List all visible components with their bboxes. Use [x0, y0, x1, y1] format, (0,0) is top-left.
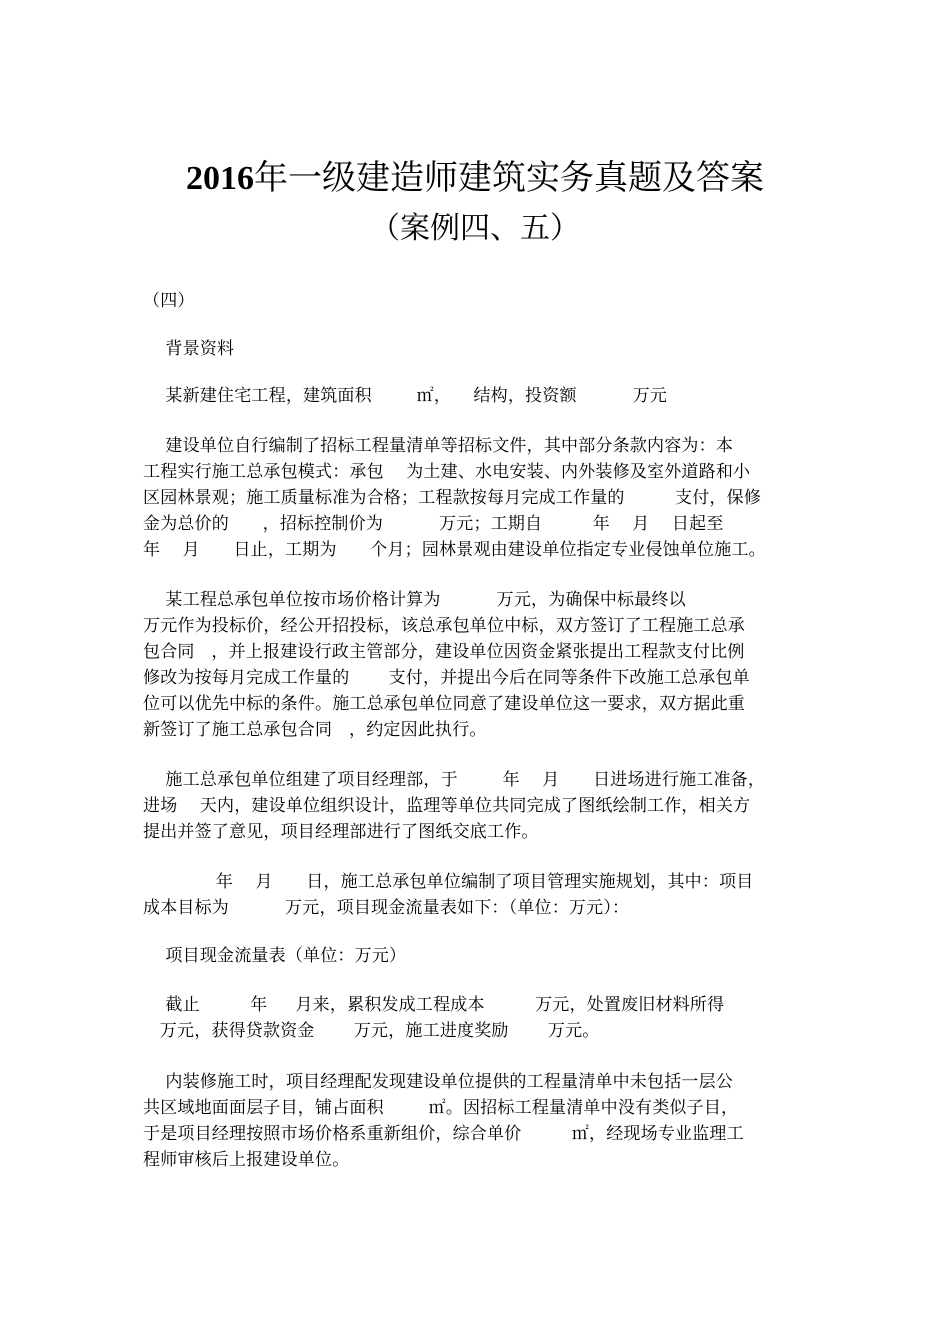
paragraph-line: 金为总价的 ，招标控制价为 万元；工期自 年 月 日起至 [143, 514, 724, 534]
paragraph-line: 包合同 ，并上报建设行政主管部分，建设单位因资金紧张提出工程款支付比例 [143, 642, 745, 662]
paragraph-line: 年 月 日止，工期为 个月；园林景观由建设单位指定专业侵蚀单位施工。 [143, 540, 766, 560]
paragraph-line: 背景资料 [143, 339, 235, 359]
paragraph-line: 新签订了施工总承包合同 ，约定因此执行。 [143, 720, 487, 740]
paragraph-line: 内装修施工时，项目经理配发现建设单位提供的工程量清单中未包括一层公 [143, 1072, 734, 1092]
paragraph-line: 施工总承包单位组建了项目经理部，于 年 月 日进场进行施工准备， [143, 770, 766, 790]
paragraph-line: 成本目标为 万元，项目现金流量表如下：（单位：万元）： [143, 898, 630, 918]
paragraph-line: 万元作为投标价，经公开招投标，该总承包单位中标，双方签订了工程施工总承 [143, 616, 745, 636]
paragraph-line: 于是项目经理按照市场价格系重新组价，综合单价 ㎡，经现场专业监理工 [143, 1124, 744, 1144]
document-title [0, 156, 950, 201]
paragraph-line: 提出并签了意见，项目经理部进行了图纸交底工作。 [143, 822, 539, 842]
title-year: 2016 [186, 160, 254, 197]
table-caption: 项目现金流量表（单位：万元） [143, 946, 407, 966]
title-text: 年一级建造师建筑实务真题及答案 [254, 158, 764, 198]
document-subtitle: （案例四、五） [370, 211, 580, 246]
paragraph-line: 建设单位自行编制了招标工程量清单等招标文件，其中部分条款内容为：本 [143, 436, 734, 456]
paragraph-line: 截止 年 月来，累积发成工程成本 万元，处置废旧材料所得 [143, 995, 725, 1015]
paragraph-line: 某新建住宅工程，建筑面积 ㎡， 结构，投资额 万元 [143, 386, 668, 406]
paragraph-line: 进场 天内，建设单位组织设计，监理等单位共同完成了图纸绘制工作，相关方 [143, 796, 751, 816]
paragraph-line: 程师审核后上报建设单位。 [143, 1150, 350, 1170]
paragraph-line: 工程实行施工总承包模式：承包 为土建、水电安装、内外装修及室外道路和小 [143, 462, 751, 482]
paragraph-line: 区园林景观；施工质量标准为合格；工程款按每月完成工作量的 支付，保修 [143, 488, 762, 508]
paragraph-line: 共区域地面面层子目，铺占面积 ㎡。因招标工程量清单中没有类似子目， [143, 1098, 739, 1118]
section-label: （四） [143, 291, 195, 311]
paragraph-line: 万元，获得贷款资金 万元，施工进度奖励 万元。 [143, 1021, 600, 1041]
paragraph-line: 位可以优先中标的条件。施工总承包单位同意了建设单位这一要求，双方据此重 [143, 694, 745, 714]
paragraph-line: 某工程总承包单位按市场价格计算为 万元，为确保中标最终以 [143, 590, 686, 610]
paragraph-line: 年 月 日，施工总承包单位编制了项目管理实施规划，其中：项目 [143, 872, 754, 892]
paragraph-line: 修改为按每月完成工作量的 支付，并提出今后在同等条件下改施工总承包单 [143, 668, 750, 688]
